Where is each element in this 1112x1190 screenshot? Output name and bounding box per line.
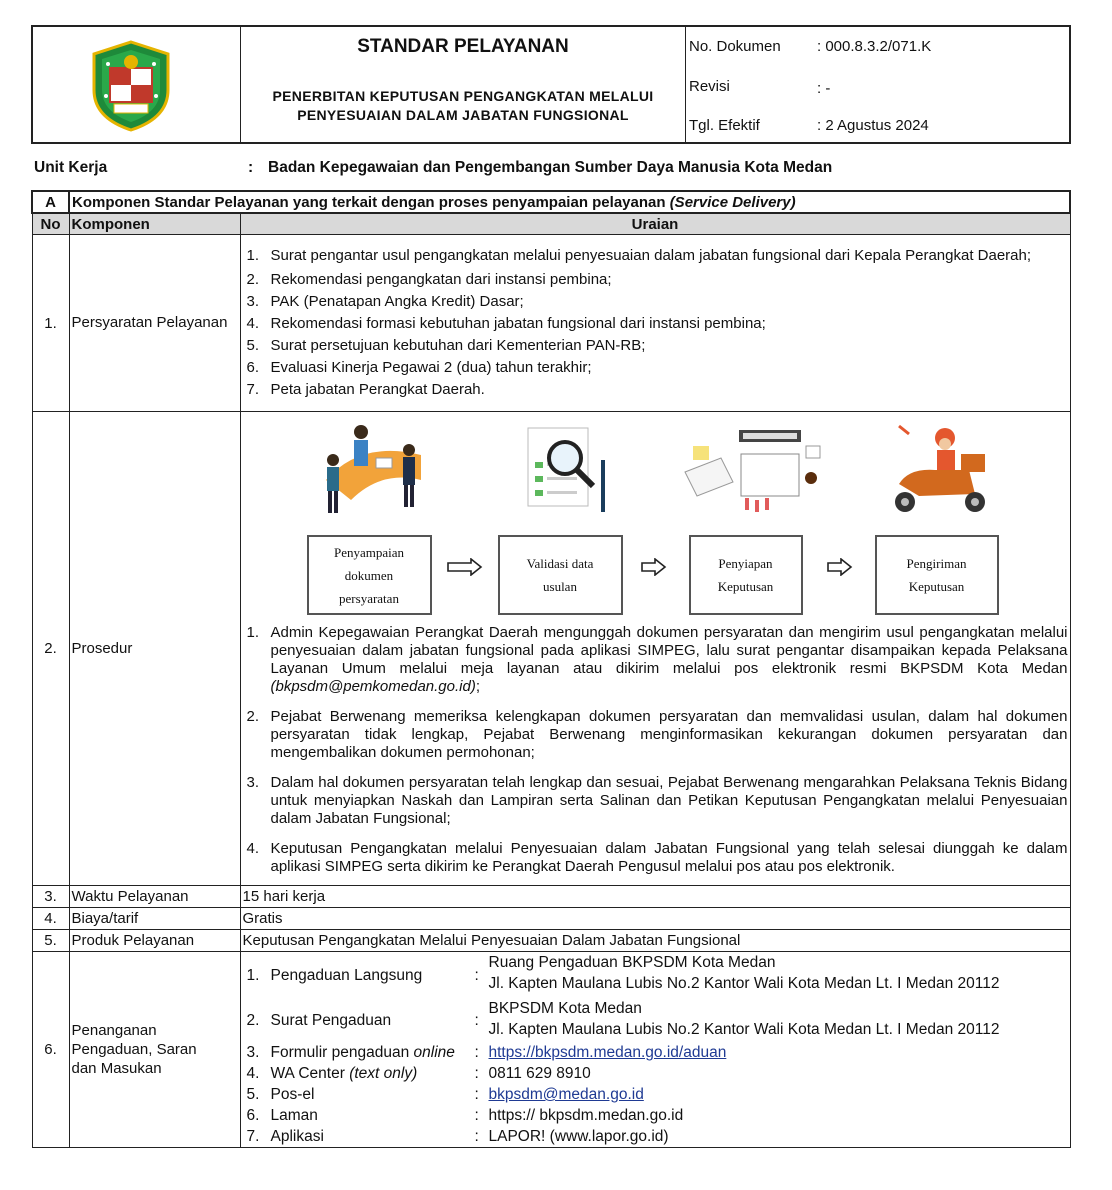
channel-name: Formulir pengaduan: [270, 1044, 414, 1061]
channel-name-italic: (text only): [349, 1065, 418, 1082]
section-title-italic: (Service Delivery): [669, 193, 796, 211]
colon: :: [474, 1011, 479, 1029]
item-number: 5.: [246, 1086, 260, 1103]
unit-kerja-label: Unit Kerja: [34, 159, 108, 176]
row-label: Biaya/tarif: [69, 908, 240, 930]
item-number: 4.: [246, 1065, 260, 1082]
row-no: 2.: [32, 412, 69, 886]
list-item: [243, 381, 1068, 399]
channel-name: Pengaduan Langsung: [270, 966, 423, 984]
row-label-line: Penanganan: [71, 1022, 157, 1039]
row-label: Produk Pelayanan: [69, 930, 240, 952]
col-komponen: Komponen: [69, 213, 240, 235]
row-no: 1.: [32, 235, 69, 412]
list-item: [243, 708, 1068, 762]
prosedur-list: [243, 624, 1068, 876]
item-text: Dalam hal dokumen persyaratan telah lengkap dan sesuai, Pejabat Berwenang mengarahkan Pelaksana Teknis Bidang untuk menyiapkan Naskah dan Lampiran serta Salinan dan Petikan Keputusan Pengangkatan melalui Penyesuaian dalam Jabatan Fungsional;: [270, 774, 1068, 827]
list-item: [243, 315, 1068, 333]
service-standard-table: [31, 190, 1071, 1148]
item-number: 7.: [246, 1128, 260, 1145]
list-item: [243, 774, 1068, 828]
channel-name-italic: online: [413, 1044, 455, 1061]
list-item: [243, 337, 1068, 355]
item-text: PAK (Penatapan Angka Kredit) Dasar;: [270, 293, 524, 310]
colon: :: [474, 1107, 479, 1124]
list-item: [243, 271, 1068, 289]
list-item: [243, 247, 1068, 265]
channel-value-line: BKPSDM Kota Medan: [488, 1000, 642, 1017]
item-number: 4.: [246, 840, 260, 857]
channel-value: [489, 998, 1068, 1040]
item-number: 3.: [246, 774, 260, 791]
delivery-scooter-icon: [879, 420, 1009, 520]
row-no: 6.: [32, 952, 69, 1148]
meta-value-no-dokumen: : 000.8.3.2/071.K: [817, 38, 932, 55]
item-number: 5.: [246, 337, 260, 354]
flow-arrow-icon: [447, 558, 483, 576]
section-letter: A: [32, 191, 69, 213]
section-row: [32, 191, 1070, 213]
table-row: [32, 412, 1070, 886]
channel-label: [243, 1063, 475, 1084]
persyaratan-list-cell: [240, 235, 1070, 412]
prosedur-cell: [240, 412, 1070, 886]
aduan-link[interactable]: https://bkpsdm.medan.go.id/aduan: [488, 1044, 727, 1061]
channel-name: Laman: [270, 1107, 318, 1124]
item-number: 2.: [246, 1011, 260, 1029]
item-number: 1.: [246, 966, 260, 984]
row-no: 5.: [32, 930, 69, 952]
item-text: [271, 624, 1068, 696]
people-meeting-icon: [321, 420, 431, 520]
unit-kerja-colon: :: [248, 159, 254, 176]
row-label: Prosedur: [69, 412, 240, 886]
persyaratan-list: [243, 247, 1068, 399]
item-text: Surat pengantar usul pengangkatan melalui penyesuaian dalam jabatan fungsional dari Kepala Perangkat Daerah;: [270, 247, 1032, 264]
desk-laptop-icon: [681, 420, 831, 520]
flow-step-text: Keputusan: [908, 579, 965, 594]
procedure-flowchart: [243, 412, 1068, 624]
list-item: [243, 840, 1068, 876]
complaint-channels-cell: [240, 952, 1070, 1148]
table-row: [32, 886, 1070, 908]
row-label-line: Pengaduan, Saran: [71, 1041, 197, 1058]
item-text: Pejabat Berwenang memeriksa kelengkapan dokumen persyaratan dan memvalidasi usulan, dalam hal dokumen persyaratan tidak lengkap, Pejabat Berwenang menginformasikan kekurangan dokumen persyaratan dan mengembalikan dokumen permohonan;: [270, 708, 1068, 761]
item-text: Evaluasi Kinerja Pegawai 2 (dua) tahun terakhir;: [270, 359, 592, 376]
colon: :: [474, 1086, 479, 1103]
channel-label: [243, 1084, 475, 1105]
channel-name: Pos-el: [270, 1086, 315, 1103]
email-link[interactable]: bkpsdm@medan.go.id: [488, 1086, 644, 1103]
item-number: 7.: [246, 381, 260, 398]
item-number: 1.: [246, 247, 260, 264]
flow-step-text: Validasi data: [526, 556, 594, 571]
item-number: 6.: [246, 359, 260, 376]
row-label-line: dan Masukan: [71, 1060, 162, 1077]
item-text: Rekomendasi formasi kebutuhan jabatan fungsional dari instansi pembina;: [270, 315, 766, 332]
colon: :: [474, 966, 479, 984]
table-row: [32, 235, 1070, 412]
col-no: No: [32, 213, 69, 235]
meta-label-tgl-efektif: Tgl. Efektif: [689, 117, 760, 134]
item-number: 2.: [246, 708, 260, 725]
channel-label: [243, 1105, 475, 1126]
channel-label: [243, 1042, 475, 1063]
channel-name: Aplikasi: [270, 1128, 324, 1145]
item-number: 3.: [246, 1044, 260, 1061]
item-number: 1.: [246, 624, 260, 641]
subtitle-line-1: PENERBITAN KEPUTUSAN PENGANGKATAN MELALUI: [272, 88, 654, 104]
item-number: 3.: [246, 293, 260, 310]
flow-step-text: persyaratan: [339, 590, 399, 606]
list-item: [243, 624, 1068, 696]
unit-kerja-value: Badan Kepegawaian dan Pengembangan Sumber Daya Manusia Kota Medan: [268, 159, 833, 176]
channel-name: Surat Pengaduan: [270, 1011, 392, 1029]
row-label: [69, 952, 240, 1148]
subtitle-line-2: PENYESUAIAN DALAM JABATAN FUNGSIONAL: [297, 107, 629, 123]
table-row: [32, 952, 1070, 1148]
item-text: Rekomendasi pengangkatan dari instansi pembina;: [270, 271, 612, 288]
flow-step-text: dokumen: [344, 567, 394, 583]
document-validation-icon: [513, 420, 613, 520]
flow-arrow-icon: [827, 558, 853, 576]
table-row: [32, 908, 1070, 930]
meta-label-no-dokumen: No. Dokumen: [689, 38, 781, 55]
channel-name: WA Center: [270, 1065, 350, 1082]
section-title: [69, 191, 1070, 213]
channel-value-line: Ruang Pengaduan BKPSDM Kota Medan: [488, 954, 776, 971]
channel-label: [243, 1126, 475, 1147]
row-value: Gratis: [240, 908, 1070, 930]
meta-value-revisi: : -: [817, 80, 831, 97]
item-number: 2.: [246, 271, 260, 288]
channel-label: [243, 965, 475, 986]
item-text-email: (bkpsdm@pemkomedan.go.id): [270, 678, 476, 695]
list-item: [243, 293, 1068, 311]
item-number: 4.: [246, 315, 260, 332]
channel-value-line: Jl. Kapten Maulana Lubis No.2 Kantor Wali Kota Medan Lt. I Medan 20112: [488, 1021, 1000, 1038]
row-no: 3.: [32, 886, 69, 908]
channel-value: [489, 1084, 1068, 1105]
app-name: LAPOR! (www.lapor.go.id): [488, 1128, 669, 1145]
item-text: Keputusan Pengangkatan melalui Penyesuaian dalam Jabatan Fungsional yang telah selesai diunggah ke dalam aplikasi SIMPEG serta dikirim ke Perangkat Daerah Pengusul melalui pos atau pos elektronik.: [270, 840, 1068, 875]
row-no: 4.: [32, 908, 69, 930]
item-number: 6.: [246, 1107, 260, 1124]
meta-value-tgl-efektif: : 2 Agustus 2024: [817, 117, 929, 134]
row-value: Keputusan Pengangkatan Melalui Penyesuaian Dalam Jabatan Fungsional: [240, 930, 1070, 952]
item-text-main: Admin Kepegawaian Perangkat Daerah mengunggah dokumen persyaratan dan mengirim usul pengangkatan melalui penyesuaian dalam jabatan fungsional pada aplikasi SIMPEG, lalu surat pengantar disampaikan kepada Pelaksana Layanan Umum melalui meja layanan atau dikirim melalui pos elektronik resmi BKPSDM Kota Medan: [270, 624, 1068, 677]
column-header-row: [32, 213, 1070, 235]
flow-step-validasi: [498, 535, 623, 615]
row-label: Waktu Pelayanan: [69, 886, 240, 908]
website-url: https:// bkpsdm.medan.go.id: [488, 1107, 684, 1124]
channel-value: [489, 952, 1068, 994]
meta-label-revisi: Revisi: [689, 78, 730, 95]
channel-label: [243, 1010, 475, 1031]
colon: :: [474, 1044, 479, 1061]
flow-step-text: Keputusan: [717, 579, 774, 594]
colon: :: [474, 1128, 479, 1145]
flow-step-text: Pengiriman: [906, 556, 967, 571]
complaint-channels: [243, 952, 1068, 1147]
colon: :: [474, 1065, 479, 1082]
list-item: [243, 359, 1068, 377]
wa-number: 0811 629 8910: [488, 1065, 591, 1082]
flow-step-pengiriman: [875, 535, 999, 615]
item-text: Peta jabatan Perangkat Daerah.: [270, 381, 485, 398]
flow-step-penyiapan: [689, 535, 803, 615]
document-header: [31, 25, 1071, 144]
flow-step-text: Penyiapan: [718, 556, 773, 571]
channel-value-line: Jl. Kapten Maulana Lubis No.2 Kantor Wali Kota Medan Lt. I Medan 20112: [488, 975, 1000, 992]
flow-arrow-icon: [641, 558, 667, 576]
flow-step-penyampaian: [307, 535, 432, 615]
channel-value: [489, 1042, 1068, 1063]
section-title-text: Komponen Standar Pelayanan yang terkait dengan proses penyampaian pelayanan: [72, 193, 666, 211]
row-value: 15 hari kerja: [240, 886, 1070, 908]
flow-step-text: Penyampaian: [333, 544, 405, 560]
flow-step-text: usulan: [543, 579, 577, 594]
table-row: [32, 930, 1070, 952]
item-text: Surat persetujuan kebutuhan dari Kementerian PAN-RB;: [270, 337, 646, 354]
row-label: Persyaratan Pelayanan: [69, 235, 240, 412]
col-uraian: Uraian: [240, 213, 1070, 235]
item-text-end: ;: [475, 678, 480, 695]
page-title: STANDAR PELAYANAN: [357, 36, 569, 57]
kota-medan-logo: [88, 40, 174, 132]
